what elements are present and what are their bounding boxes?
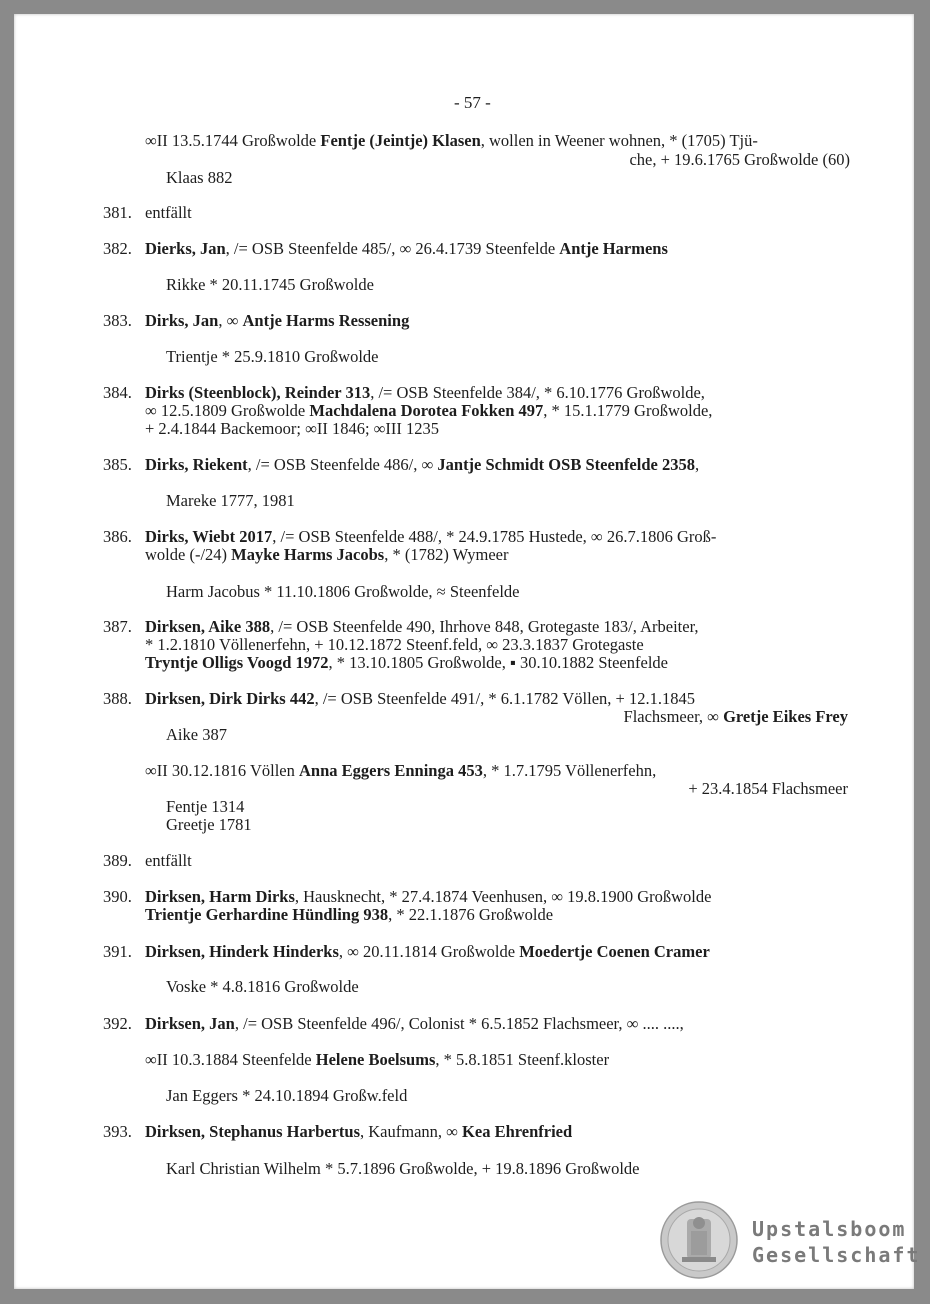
child-line: Aike 387	[166, 725, 227, 744]
entry-line: * 1.2.1810 Völlenerfehn, + 10.12.1872 Steenf.feld, ∞ 23.3.1837 Grotegaste	[145, 635, 644, 654]
entry-line: Trientje Gerhardine Hündling 938, * 22.1.1876 Großwolde	[145, 905, 554, 924]
entry-number: 388.	[103, 689, 132, 708]
entry-line: Dierks, Jan, /= OSB Steenfelde 485/, ∞ 26.4.1739 Steenfelde Antje Harmens	[145, 239, 668, 258]
child-line: Fentje 1314	[166, 797, 245, 816]
entry-number: 389.	[103, 851, 132, 870]
entry-line: Dirksen, Aike 388, /= OSB Steenfelde 490, Ihrhove 848, Grotegaste 183/, Arbeiter,	[145, 617, 699, 636]
child-line: Rikke * 20.11.1745 Großwolde	[166, 275, 374, 294]
entry-line: Dirksen, Harm Dirks, Hausknecht, * 27.4.1874 Veenhusen, ∞ 19.8.1900 Großwolde	[145, 887, 712, 906]
entry-line: ∞II 30.12.1816 Völlen Anna Eggers Enninga 453, * 1.7.1795 Völlenerfehn,	[145, 761, 657, 780]
society-seal-icon	[660, 1201, 738, 1279]
entry-line: Dirksen, Hinderk Hinderks, ∞ 20.11.1814 Großwolde Moedertje Coenen Cramer	[145, 942, 710, 961]
entry-line: Dirks, Riekent, /= OSB Steenfelde 486/, ∞ Jantje Schmidt OSB Steenfelde 2358,	[145, 455, 700, 474]
entry-line: Dirks, Jan, ∞ Antje Harms Ressening	[145, 311, 410, 330]
child-line: Trientje * 25.9.1810 Großwolde	[166, 347, 379, 366]
entry-line: ∞II 10.3.1884 Steenfelde Helene Boelsums, * 5.8.1851 Steenf.kloster	[145, 1050, 610, 1069]
entry-line: ∞II 13.5.1744 Großwolde Fentje (Jeintje) Klasen, wollen in Weener wohnen, * (1705) Tjü-	[145, 131, 758, 150]
entry-number: 385.	[103, 455, 132, 474]
entry-number: 393.	[103, 1122, 132, 1141]
entry-number: 386.	[103, 527, 132, 546]
entry-number: 390.	[103, 887, 132, 906]
entry-line: Dirksen, Jan, /= OSB Steenfelde 496/, Colonist * 6.5.1852 Flachsmeer, ∞ .... ....,	[145, 1014, 684, 1033]
entry-number: 381.	[103, 203, 132, 222]
child-line: Voske * 4.8.1816 Großwolde	[166, 977, 359, 996]
child-line: Mareke 1777, 1981	[166, 491, 295, 510]
entry-number: 392.	[103, 1014, 132, 1033]
entry-line: ∞ 12.5.1809 Großwolde Machdalena Dorotea Fokken 497, * 15.1.1779 Großwolde,	[145, 401, 713, 420]
child-line: Klaas 882	[166, 168, 233, 187]
entry-line: wolde (-/24) Mayke Harms Jacobs, * (1782) Wymeer	[145, 545, 509, 564]
entry-line: entfällt	[145, 203, 192, 222]
entry-line: entfällt	[145, 851, 192, 870]
entry-line: Flachsmeer, ∞ Gretje Eikes Frey	[623, 707, 848, 726]
entry-line: Tryntje Olligs Voogd 1972, * 13.10.1805 Großwolde, ▪ 30.10.1882 Steenfelde	[145, 653, 668, 672]
entry-line: Dirks, Wiebt 2017, /= OSB Steenfelde 488/, * 24.9.1785 Hustede, ∞ 26.7.1806 Groß-	[145, 527, 717, 546]
entry-number: 383.	[103, 311, 132, 330]
child-line: Greetje 1781	[166, 815, 252, 834]
society-name-line1: Upstalsboom	[752, 1217, 907, 1241]
page-number: - 57 -	[454, 93, 491, 112]
child-line: Jan Eggers * 24.10.1894 Großw.feld	[166, 1086, 408, 1105]
entry-number: 387.	[103, 617, 132, 636]
document-page	[14, 14, 914, 1289]
entry-number: 384.	[103, 383, 132, 402]
entry-line: Dirksen, Dirk Dirks 442, /= OSB Steenfelde 491/, * 6.1.1782 Völlen, + 12.1.1845	[145, 689, 695, 708]
entry-line: + 2.4.1844 Backemoor; ∞II 1846; ∞III 1235	[145, 419, 440, 438]
entry-line: + 23.4.1854 Flachsmeer	[688, 779, 848, 798]
society-name-line2: Gesellschaft	[752, 1243, 921, 1267]
child-line: Karl Christian Wilhelm * 5.7.1896 Großwolde, + 19.8.1896 Großwolde	[166, 1159, 640, 1178]
entry-number: 391.	[103, 942, 132, 961]
entry-line: che, + 19.6.1765 Großwolde (60)	[629, 150, 850, 169]
child-line: Harm Jacobus * 11.10.1806 Großwolde, ≈ Steenfelde	[166, 582, 520, 601]
entry-line: Dirksen, Stephanus Harbertus, Kaufmann, ∞ Kea Ehrenfried	[145, 1122, 573, 1141]
entry-number: 382.	[103, 239, 132, 258]
entry-line: Dirks (Steenblock), Reinder 313, /= OSB Steenfelde 384/, * 6.10.1776 Großwolde,	[145, 383, 705, 402]
